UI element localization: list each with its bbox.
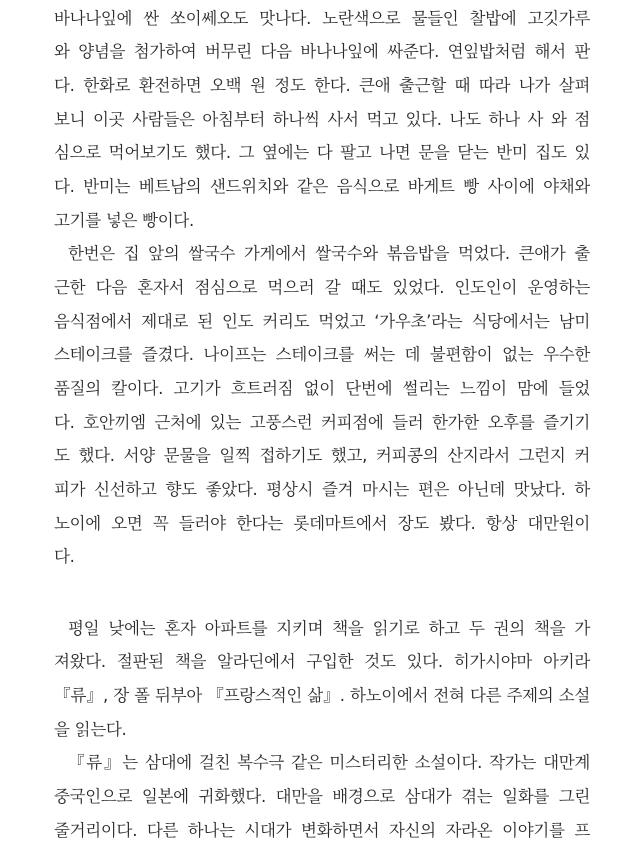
text-line: 다. 호안끼엠 근처에 있는 고풍스런 커피점에 들러 한가한 오후를 즐기기 xyxy=(54,413,590,432)
text-line: 평일 낮에는 혼자 아파트를 지키며 책을 읽기로 하고 두 권의 책을 가 xyxy=(68,619,590,638)
text-line: 다. 반미는 베트남의 샌드위치와 같은 음식으로 바게트 빵 사이에 야채와 xyxy=(54,177,590,196)
text-line: 품질의 칼이다. 고기가 흐트러짐 없이 단번에 썰리는 느낌이 맘에 들었 xyxy=(54,379,590,398)
text-line: 근한 다음 혼자서 점심으로 먹으러 갈 때도 있었다. 인도인이 운영하는 xyxy=(54,278,590,297)
text-line: 다. 한화로 환전하면 오백 원 정도 한다. 큰애 출근할 때 따라 나가 살펴 xyxy=(54,76,590,95)
text-line: 음식점에서 제대로 된 인도 커리도 먹었고 ‘가우초’라는 식당에서는 남미 xyxy=(54,312,590,331)
text-line: 바나나잎에 싼 쏘이쎄오도 맛나다. 노란색으로 물들인 찰밥에 고깃가루 xyxy=(54,9,590,28)
text-line: 『류』는 삼대에 걸친 복수극 같은 미스터리한 소설이다. 작가는 대만계 xyxy=(68,753,590,772)
text-line: 다. xyxy=(54,547,75,566)
text-line: 보니 이곳 사람들은 아침부터 하나씩 사서 먹고 있다. 나도 하나 사 와 점 xyxy=(54,110,590,129)
text-line: 줄거리이다. 다른 하나는 시대가 변화하면서 자신의 자라온 이야기를 프 xyxy=(54,821,590,840)
text-line: 중국인으로 일본에 귀화했다. 대만을 배경으로 삼대가 겪는 일화를 그린 xyxy=(54,787,590,806)
text-line: 심으로 먹어보기도 했다. 그 옆에는 다 팔고 나면 문을 닫는 반미 집도 있 xyxy=(54,143,590,162)
text-line: 한번은 집 앞의 쌀국수 가게에서 쌀국수와 볶음밥을 먹었다. 큰애가 출 xyxy=(68,244,590,263)
text-line: 도 했다. 서양 문물을 일찍 접하기도 했고, 커피콩의 산지라서 그런지 커 xyxy=(54,446,590,465)
text-line: 스테이크를 즐겼다. 나이프는 스테이크를 써는 데 불편함이 없는 우수한 xyxy=(54,345,590,364)
text-line: 져왔다. 절판된 책을 알라딘에서 구입한 것도 있다. 히가시야마 아키라 xyxy=(54,652,590,671)
text-line: 『류』, 장 폴 뒤부아 『프랑스적인 삶』. 하노이에서 전혀 다른 주제의 소설 xyxy=(54,686,590,705)
text-line: 고기를 넣은 빵이다. xyxy=(54,211,194,230)
text-line: 을 읽는다. xyxy=(54,720,127,739)
text-line: 와 양념을 첨가하여 버무린 다음 바나나잎에 싸준다. 연잎밥처럼 해서 판 xyxy=(54,42,590,61)
text-line: 피가 신선하고 향도 좋았다. 평상시 즐겨 마시는 편은 아닌데 맛났다. 하 xyxy=(54,480,590,499)
text-line: 노이에 오면 꼭 들러야 한다는 롯데마트에서 장도 봤다. 항상 대만원이 xyxy=(54,514,590,533)
